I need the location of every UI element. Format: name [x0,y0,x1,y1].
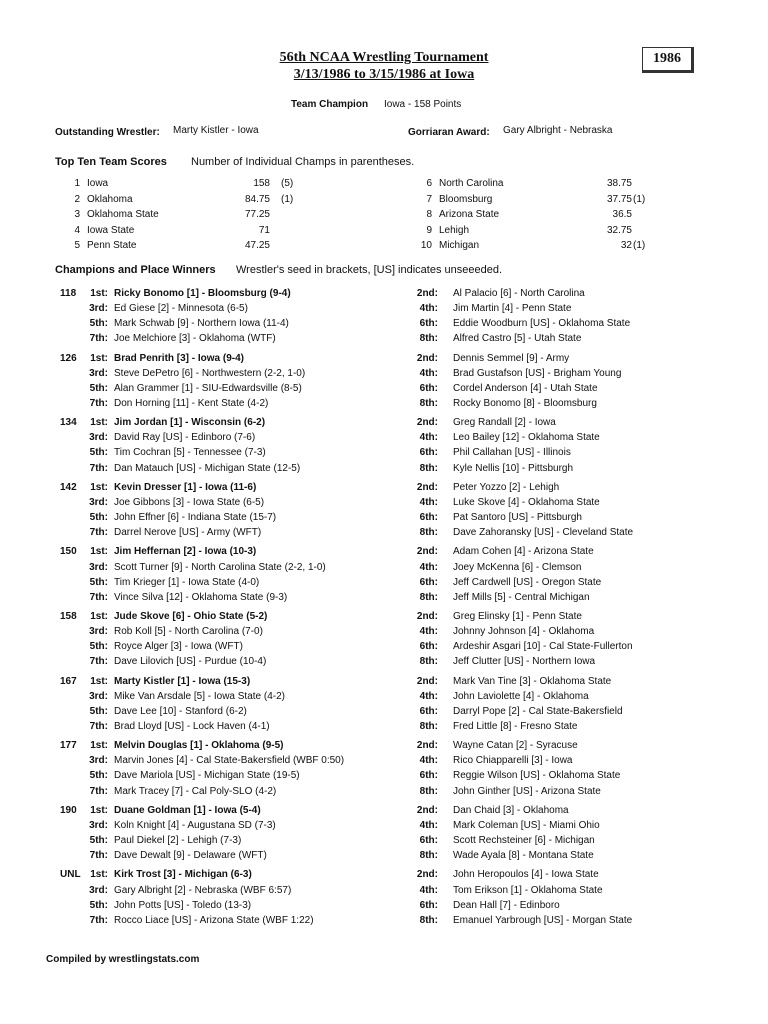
champion-entry: Ricky Bonomo [1] - Bloomsburg (9-4) [114,288,291,299]
team-name: Penn State [87,240,137,251]
place-winner-entry: Greg Elinsky [1] - Penn State [453,611,582,622]
place-winner-entry: Ed Giese [2] - Minnesota (6-5) [114,303,248,315]
place-winner-entry: Dave Zahoransky [US] - Cleveland State [453,527,634,539]
place-winner-entry: Gary Albright [2] - Nebraska (WBF 6:57) [114,884,292,896]
outstanding-wrestler-label: Outstanding Wrestler: [55,127,160,138]
weight-class: UNL [60,869,81,881]
champion-entry: Kirk Trost [3] - Michigan (6-3) [114,869,252,881]
place-winner-entry: Dan Chaid [3] - Oklahoma [453,804,569,816]
place-winner-entry: Rob Koll [5] - North Carolina (7-0) [114,626,263,638]
team-rank: 9 [426,224,432,236]
gorriaran-award-value: Gary Albright - Nebraska [503,125,613,136]
team-rank: 7 [426,193,432,205]
place-label: 1st: [90,352,108,364]
place-winner-entry: Jeff Clutter [US] - Northern Iowa [453,656,596,668]
team-score: 37.75 [606,193,632,205]
place-winner-entry: John Heropoulos [4] - Iowa State [453,869,599,881]
place-label: 2nd: [416,611,438,622]
place-label: 5th: [89,447,108,459]
place-label: 8th: [419,656,438,668]
place-winner-entry: Darryl Pope [2] - Cal State-Bakersfield [453,705,623,717]
weight-class: 167 [60,675,77,687]
team-score: 71 [258,224,270,236]
place-winner-entry: Jeff Cardwell [US] - Oregon State [453,576,602,588]
place-winner-entry: Marvin Jones [4] - Cal State-Bakersfield (WBF 0:50) [114,755,345,767]
place-winner-entry: Dave Dewalt [9] - Delaware (WFT) [114,850,267,862]
place-label: 3rd: [89,432,108,444]
place-winner-entry: Mike Van Arsdale [5] - Iowa State (4-2) [114,690,286,702]
place-label: 8th: [419,850,438,862]
place-winner-entry: Joe Melchiore [3] - Oklahoma (WTF) [114,333,276,345]
champion-entry: Jim Jordan [1] - Wisconsin (6-2) [114,417,266,429]
team-rank: 2 [74,193,80,205]
place-label: 8th: [419,914,438,926]
place-label: 8th: [419,591,438,603]
place-winner-entry: Rocky Bonomo [8] - Bloomsburg [453,397,597,409]
place-winner-entry: Tim Krieger [1] - Iowa State (4-0) [114,576,260,588]
weight-class: 158 [60,611,77,622]
weight-class: 134 [60,417,77,429]
place-winner-entry: Dave Mariola [US] - Michigan State (19-5) [114,770,300,782]
place-label: 4th: [419,884,438,896]
place-label: 2nd: [416,869,438,881]
place-label: 2nd: [416,546,438,558]
place-label: 3rd: [89,755,108,767]
place-winner-entry: Mark Tracey [7] - Cal Poly-SLO (4-2) [114,785,277,797]
team-score: 77.25 [244,209,270,220]
weight-class: 190 [60,804,77,816]
champions-note: Wrestler's seed in brackets, [US] indicates unseeeded. [236,264,503,276]
team-score: 84.75 [244,193,270,205]
place-winner-entry: Adam Cohen [4] - Arizona State [453,546,594,558]
place-label: 7th: [89,656,108,668]
place-winner-entry: Phil Callahan [US] - Illinois [453,447,571,459]
team-score: 32 [620,240,632,251]
place-winner-entry: Koln Knight [4] - Augustana SD (7-3) [114,819,276,831]
place-label: 8th: [419,397,438,409]
place-label: 4th: [419,303,438,315]
place-winner-entry: Rocco Liace [US] - Arizona State (WBF 1:22) [114,914,314,926]
place-label: 7th: [89,720,108,732]
place-winner-entry: Alan Grammer [1] - SIU-Edwardsville (8-5) [114,382,302,394]
place-label: 6th: [419,576,438,588]
place-winner-entry: John Ginther [US] - Arizona State [453,785,601,797]
place-winner-entry: John Potts [US] - Toledo (13-3) [114,899,252,911]
place-label: 5th: [89,576,108,588]
place-winner-entry: Pat Santoro [US] - Pittsburgh [453,512,582,523]
champion-entry: Melvin Douglas [1] - Oklahoma (9-5) [114,740,284,752]
place-winner-entry: Brad Gustafson [US] - Brigham Young [453,367,622,379]
team-name: Lehigh [439,224,470,236]
title-line-2: 3/13/1986 to 3/15/1986 at Iowa [293,67,475,82]
place-label: 5th: [89,770,108,782]
place-winner-entry: Steve DePetro [6] - Northwestern (2-2, 1-0) [114,367,306,379]
place-label: 5th: [89,318,108,330]
place-winner-entry: Kyle Nellis [10] - Pittsburgh [453,462,574,474]
place-label: 1st: [90,869,108,881]
place-label: 6th: [419,382,438,394]
place-winner-entry: Wade Ayala [8] - Montana State [453,850,594,862]
team-champs: (5) [281,178,294,189]
place-label: 4th: [419,819,438,831]
place-winner-entry: Greg Randall [2] - Iowa [453,417,556,429]
place-winner-entry: Mark Schwab [9] - Northern Iowa (11-4) [114,318,289,330]
place-label: 1st: [90,804,108,816]
place-label: 4th: [419,432,438,444]
place-winner-entry: Dave Lilovich [US] - Purdue (10-4) [114,656,267,668]
place-label: 7th: [89,850,108,862]
place-winner-entry: Brad Lloyd [US] - Lock Haven (4-1) [114,720,270,732]
weight-class: 118 [60,288,77,299]
team-champs: (1) [633,193,646,205]
place-winner-entry: Dave Lee [10] - Stanford (6-2) [114,705,247,717]
team-name: Iowa State [87,224,135,236]
gorriaran-award-label: Gorriaran Award: [408,127,490,138]
team-score: 38.75 [606,178,632,189]
place-label: 6th: [419,705,438,717]
team-rank: 10 [420,240,432,251]
place-label: 3rd: [89,884,108,896]
place-label: 3rd: [89,303,108,315]
place-label: 6th: [419,835,438,846]
place-label: 4th: [419,626,438,638]
place-winner-entry: Alfred Castro [5] - Utah State [453,333,582,345]
place-winner-entry: Al Palacio [6] - North Carolina [453,288,585,299]
place-label: 7th: [89,397,108,409]
team-score: 36.5 [612,209,632,220]
place-winner-entry: Joey McKenna [6] - Clemson [453,561,582,573]
place-winner-entry: Jim Martin [4] - Penn State [453,303,572,315]
place-label: 3rd: [89,496,108,508]
place-label: 7th: [89,591,108,603]
place-label: 5th: [89,705,108,717]
place-winner-entry: Royce Alger [3] - Iowa (WFT) [114,641,243,653]
team-name: Oklahoma [87,193,133,205]
place-label: 2nd: [416,740,438,752]
place-winner-entry: Scott Turner [9] - North Carolina State (2-2, 1-0) [114,561,326,573]
team-rank: 5 [74,240,80,251]
top-ten-heading: Top Ten Team Scores [55,156,167,168]
place-winner-entry: Jeff Mills [5] - Central Michigan [453,591,590,603]
team-rank: 3 [74,209,80,220]
place-label: 4th: [419,496,438,508]
place-label: 1st: [90,288,108,299]
place-winner-entry: Fred Little [8] - Fresno State [453,720,578,732]
champion-entry: Jude Skove [6] - Ohio State (5-2) [114,611,268,622]
place-label: 7th: [89,462,108,474]
place-label: 8th: [419,785,438,797]
champions-heading: Champions and Place Winners [55,264,216,276]
top-ten-note: Number of Individual Champs in parentheses. [191,156,415,168]
place-winner-entry: Mark Van Tine [3] - Oklahoma State [453,675,612,687]
team-score: 47.25 [244,240,270,251]
place-label: 4th: [419,367,438,379]
team-name: North Carolina [439,178,504,189]
place-winner-entry: Johnny Johnson [4] - Oklahoma [453,626,595,638]
place-label: 8th: [419,333,438,345]
place-winner-entry: Mark Coleman [US] - Miami Ohio [453,819,600,831]
place-label: 5th: [89,512,108,523]
place-winner-entry: Ardeshir Asgari [10] - Cal State-Fullerton [453,641,633,653]
place-label: 4th: [419,690,438,702]
place-label: 6th: [419,447,438,459]
place-label: 8th: [419,462,438,474]
place-winner-entry: Dan Matauch [US] - Michigan State (12-5) [114,462,301,474]
year-box: 1986 [642,47,694,73]
team-rank: 6 [426,178,432,189]
place-winner-entry: Luke Skove [4] - Oklahoma State [453,496,600,508]
place-winner-entry: Tom Erikson [1] - Oklahoma State [453,884,603,896]
team-rank: 1 [74,178,80,189]
champion-entry: Marty Kistler [1] - Iowa (15-3) [114,675,251,687]
place-winner-entry: Dennis Semmel [9] - Army [453,352,570,364]
place-label: 5th: [89,899,108,911]
place-winner-entry: Peter Yozzo [2] - Lehigh [453,481,560,493]
place-label: 4th: [419,561,438,573]
weight-class: 142 [60,481,77,493]
place-label: 2nd: [416,675,438,687]
place-label: 3rd: [89,626,108,638]
champion-entry: Brad Penrith [3] - Iowa (9-4) [114,352,245,364]
place-winner-entry: Leo Bailey [12] - Oklahoma State [453,432,600,444]
place-label: 2nd: [416,288,438,299]
place-label: 8th: [419,720,438,732]
place-winner-entry: John Laviolette [4] - Oklahoma [453,690,589,702]
weight-class: 177 [60,740,77,752]
place-winner-entry: David Ray [US] - Edinboro (7-6) [114,432,256,444]
champion-entry: Jim Heffernan [2] - Iowa (10-3) [114,546,257,558]
place-label: 6th: [419,899,438,911]
place-label: 1st: [90,546,108,558]
team-name: Michigan [439,240,480,251]
team-champs: (1) [633,240,646,251]
place-winner-entry: Tim Cochran [5] - Tennessee (7-3) [114,447,266,459]
team-rank: 4 [74,224,80,236]
place-label: 6th: [419,641,438,653]
place-winner-entry: Rico Chiapparelli [3] - Iowa [453,755,573,767]
place-winner-entry: Scott Rechsteiner [6] - Michigan [453,835,595,846]
place-winner-entry: Wayne Catan [2] - Syracuse [453,740,578,752]
team-score: 158 [253,178,270,189]
place-label: 7th: [89,785,108,797]
team-rank: 8 [426,209,432,220]
team-champion-value: Iowa - 158 Points [384,99,462,110]
place-label: 3rd: [89,690,108,702]
team-champs: (1) [281,193,294,205]
place-label: 2nd: [416,352,438,364]
place-label: 7th: [89,914,108,926]
place-winner-entry: Dean Hall [7] - Edinboro [453,899,560,911]
team-name: Arizona State [439,209,500,220]
place-label: 1st: [90,611,108,622]
place-winner-entry: Vince Silva [12] - Oklahoma State (9-3) [114,591,288,603]
place-label: 2nd: [416,417,438,429]
footer-credit: Compiled by wrestlingstats.com [46,954,200,965]
weight-class: 126 [60,352,77,364]
team-name: Oklahoma State [87,209,159,220]
place-winner-entry: John Effner [6] - Indiana State (15-7) [114,512,277,523]
place-winner-entry: Cordel Anderson [4] - Utah State [453,382,598,394]
place-label: 5th: [89,641,108,653]
team-name: Bloomsburg [439,193,493,205]
place-winner-entry: Joe Gibbons [3] - Iowa State (6-5) [114,496,265,508]
outstanding-wrestler-value: Marty Kistler - Iowa [173,125,259,136]
place-label: 5th: [89,382,108,394]
place-label: 2nd: [416,481,438,493]
place-label: 8th: [419,527,438,539]
place-label: 2nd: [416,804,438,816]
place-label: 1st: [90,481,108,493]
place-winner-entry: Paul Diekel [2] - Lehigh (7-3) [114,835,242,846]
place-label: 1st: [90,675,108,687]
place-label: 5th: [89,835,108,846]
team-champion-label: Team Champion [291,99,369,110]
place-label: 6th: [419,512,438,523]
champion-entry: Kevin Dresser [1] - Iowa (11-6) [114,481,257,493]
place-label: 1st: [90,417,108,429]
place-winner-entry: Emanuel Yarbrough [US] - Morgan State [453,914,633,926]
place-label: 3rd: [89,561,108,573]
champion-entry: Duane Goldman [1] - Iowa (5-4) [114,804,261,816]
place-label: 6th: [419,770,438,782]
place-winner-entry: Eddie Woodburn [US] - Oklahoma State [453,318,631,330]
place-winner-entry: Don Horning [11] - Kent State (4-2) [114,397,269,409]
place-label: 7th: [89,527,108,539]
weight-class: 150 [60,546,77,558]
place-label: 1st: [90,740,108,752]
place-label: 6th: [419,318,438,330]
place-winner-entry: Darrel Nerove [US] - Army (WFT) [114,527,262,539]
place-label: 7th: [89,333,108,345]
team-score: 32.75 [606,224,632,236]
team-name: Iowa [87,178,109,189]
place-winner-entry: Reggie Wilson [US] - Oklahoma State [453,770,621,782]
place-label: 4th: [419,755,438,767]
title-line-1: 56th NCAA Wrestling Tournament [279,50,489,65]
place-label: 3rd: [89,819,108,831]
place-label: 3rd: [89,367,108,379]
